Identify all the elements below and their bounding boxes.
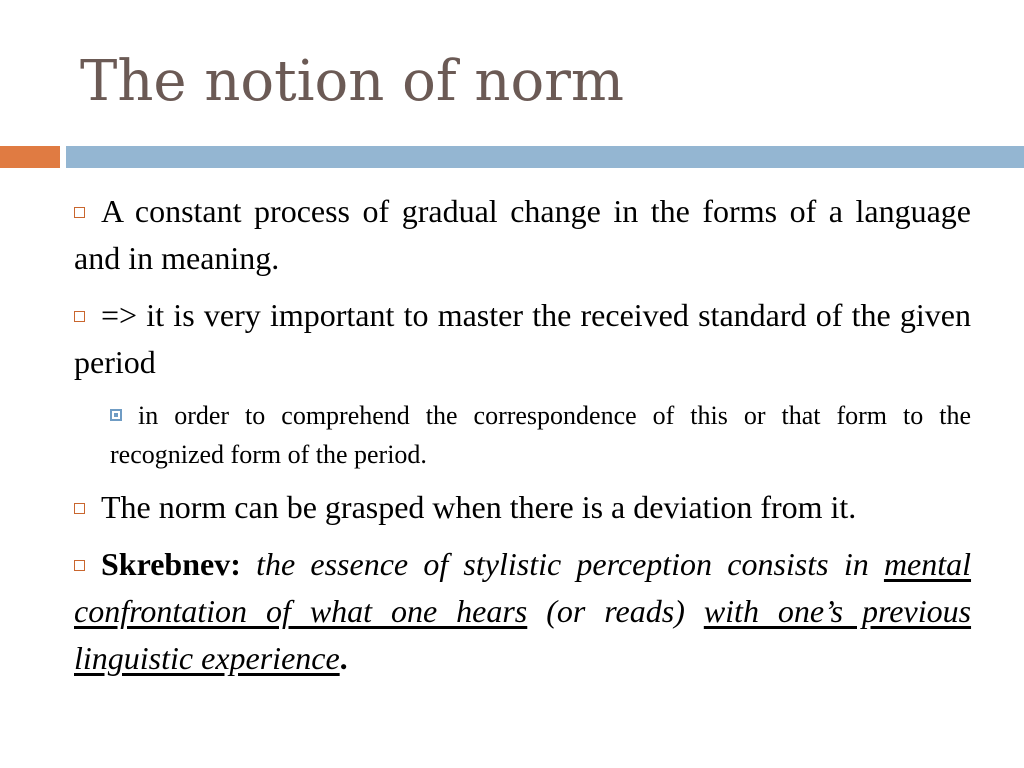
bullet-item	[74, 484, 971, 531]
accent-bar-blue	[66, 146, 1024, 168]
bullet-text: The norm can be grasped when there is a deviation from it.	[101, 489, 857, 525]
bullet-item	[74, 292, 971, 386]
square-bullet-icon	[74, 503, 85, 514]
bullet-text: A constant process of gradual change in the forms of a language and in meaning.	[74, 193, 971, 276]
quote-parenthetical: (or reads)	[546, 593, 685, 629]
sub-bullet-text: in order to comprehend the correspondence of this or that form to the recognized form of the period.	[110, 401, 971, 469]
accent-bar-orange	[0, 146, 60, 168]
bullet-text: => it is very important to master the received standard of the given period	[74, 297, 971, 380]
square-bullet-icon	[74, 560, 85, 571]
quote-underlined-text: with one’s previous linguistic experience	[74, 593, 972, 676]
slide-title: The notion of norm	[80, 49, 625, 114]
square-bullet-icon	[74, 311, 85, 322]
slide-body	[74, 188, 971, 692]
quote-underlined-text: mental confrontation of what one hears	[74, 546, 972, 629]
quote-text: the essence of stylistic perception consists in	[256, 546, 869, 582]
square-bullet-icon	[74, 207, 85, 218]
quote-author: Skrebnev:	[101, 546, 241, 582]
bullet-item-quote	[74, 541, 971, 682]
bullet-item	[74, 188, 971, 282]
filled-square-bullet-icon	[110, 409, 122, 421]
quote-end-period: .	[339, 640, 348, 676]
sub-bullet-item	[110, 396, 971, 474]
